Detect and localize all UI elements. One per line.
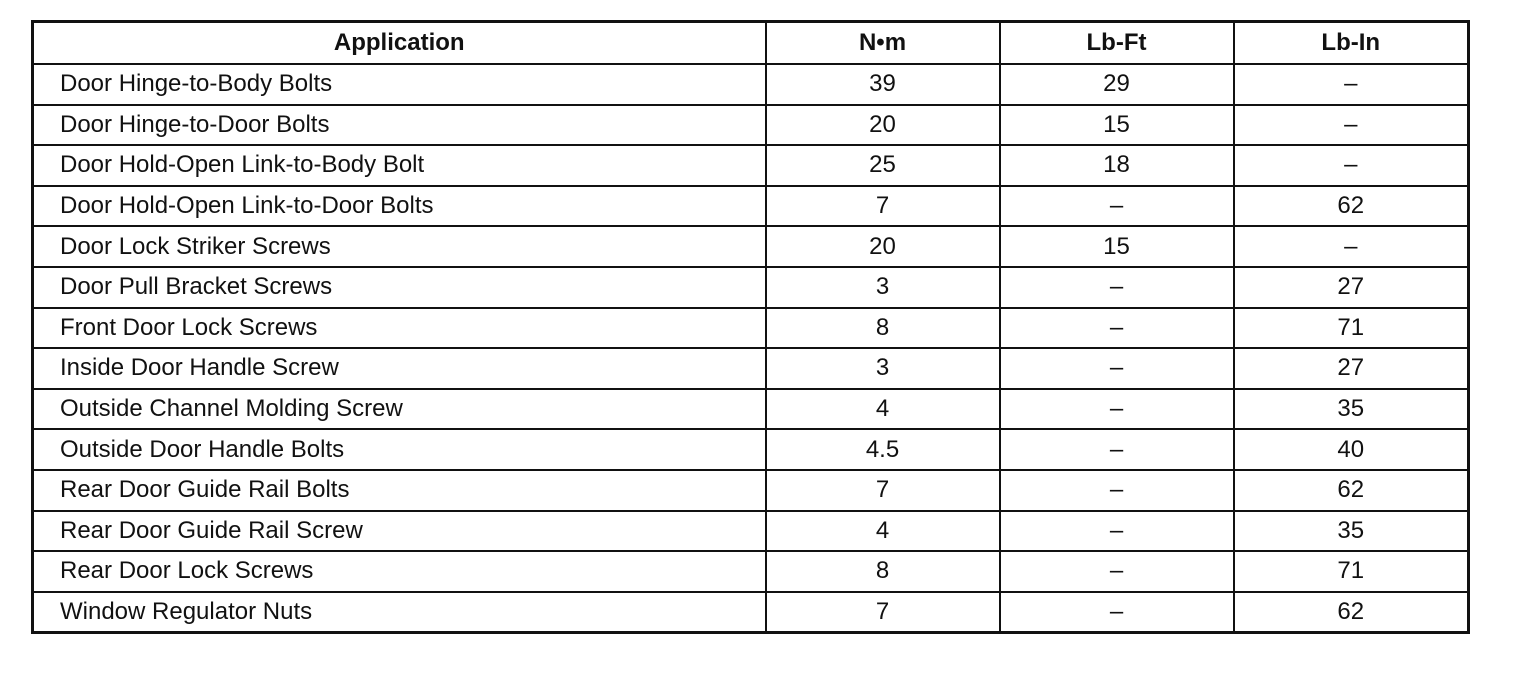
table-header bbox=[33, 22, 1469, 65]
cell-lbin: 62 bbox=[1234, 186, 1469, 227]
header-lbft: Lb-Ft bbox=[1000, 22, 1234, 65]
cell-nm: 20 bbox=[766, 226, 1000, 267]
cell-lbft: 18 bbox=[1000, 145, 1234, 186]
cell-lbft: 29 bbox=[1000, 64, 1234, 105]
table-row bbox=[33, 470, 1469, 511]
cell-lbft: – bbox=[1000, 429, 1234, 470]
cell-lbin: 71 bbox=[1234, 308, 1469, 349]
cell-nm: 7 bbox=[766, 470, 1000, 511]
table-row bbox=[33, 186, 1469, 227]
cell-application: Door Pull Bracket Screws bbox=[33, 267, 766, 308]
cell-nm: 7 bbox=[766, 592, 1000, 633]
cell-lbin: 27 bbox=[1234, 267, 1469, 308]
cell-lbin: 62 bbox=[1234, 592, 1469, 633]
table-row bbox=[33, 389, 1469, 430]
cell-nm: 3 bbox=[766, 267, 1000, 308]
cell-nm: 8 bbox=[766, 308, 1000, 349]
cell-lbin: 62 bbox=[1234, 470, 1469, 511]
cell-application: Rear Door Guide Rail Screw bbox=[33, 511, 766, 552]
cell-lbin: 71 bbox=[1234, 551, 1469, 592]
cell-application: Door Hold-Open Link-to-Body Bolt bbox=[33, 145, 766, 186]
cell-application: Rear Door Lock Screws bbox=[33, 551, 766, 592]
cell-lbft: – bbox=[1000, 470, 1234, 511]
cell-lbft: – bbox=[1000, 511, 1234, 552]
cell-nm: 39 bbox=[766, 64, 1000, 105]
cell-lbft: – bbox=[1000, 592, 1234, 633]
cell-lbin: 27 bbox=[1234, 348, 1469, 389]
cell-nm: 8 bbox=[766, 551, 1000, 592]
cell-application: Door Hinge-to-Body Bolts bbox=[33, 64, 766, 105]
cell-application: Door Hold-Open Link-to-Door Bolts bbox=[33, 186, 766, 227]
table-row bbox=[33, 145, 1469, 186]
table-row bbox=[33, 429, 1469, 470]
table-row bbox=[33, 511, 1469, 552]
header-row bbox=[33, 22, 1469, 65]
cell-application: Outside Door Handle Bolts bbox=[33, 429, 766, 470]
table-row bbox=[33, 551, 1469, 592]
cell-lbft: – bbox=[1000, 551, 1234, 592]
table-row bbox=[33, 226, 1469, 267]
cell-nm: 3 bbox=[766, 348, 1000, 389]
cell-application: Inside Door Handle Screw bbox=[33, 348, 766, 389]
cell-nm: 4.5 bbox=[766, 429, 1000, 470]
table-row bbox=[33, 105, 1469, 146]
cell-application: Rear Door Guide Rail Bolts bbox=[33, 470, 766, 511]
cell-nm: 4 bbox=[766, 511, 1000, 552]
cell-application: Door Hinge-to-Door Bolts bbox=[33, 105, 766, 146]
cell-lbin: 35 bbox=[1234, 511, 1469, 552]
cell-lbin: – bbox=[1234, 145, 1469, 186]
cell-application: Outside Channel Molding Screw bbox=[33, 389, 766, 430]
cell-lbft: – bbox=[1000, 389, 1234, 430]
cell-lbin: – bbox=[1234, 105, 1469, 146]
table-row bbox=[33, 348, 1469, 389]
cell-lbft: – bbox=[1000, 308, 1234, 349]
table-row bbox=[33, 308, 1469, 349]
header-lbin: Lb-In bbox=[1234, 22, 1469, 65]
header-application: Application bbox=[33, 22, 766, 65]
cell-lbin: 40 bbox=[1234, 429, 1469, 470]
table-row bbox=[33, 592, 1469, 633]
cell-lbft: – bbox=[1000, 348, 1234, 389]
table-row bbox=[33, 64, 1469, 105]
table-body bbox=[33, 64, 1469, 633]
cell-application: Window Regulator Nuts bbox=[33, 592, 766, 633]
cell-nm: 7 bbox=[766, 186, 1000, 227]
cell-nm: 20 bbox=[766, 105, 1000, 146]
cell-nm: 25 bbox=[766, 145, 1000, 186]
cell-application: Door Lock Striker Screws bbox=[33, 226, 766, 267]
cell-application: Front Door Lock Screws bbox=[33, 308, 766, 349]
torque-specifications-table bbox=[31, 20, 1470, 634]
cell-nm: 4 bbox=[766, 389, 1000, 430]
cell-lbin: 35 bbox=[1234, 389, 1469, 430]
header-nm: N•m bbox=[766, 22, 1000, 65]
cell-lbft: 15 bbox=[1000, 226, 1234, 267]
cell-lbft: – bbox=[1000, 267, 1234, 308]
cell-lbft: 15 bbox=[1000, 105, 1234, 146]
cell-lbin: – bbox=[1234, 226, 1469, 267]
cell-lbin: – bbox=[1234, 64, 1469, 105]
table-row bbox=[33, 267, 1469, 308]
cell-lbft: – bbox=[1000, 186, 1234, 227]
